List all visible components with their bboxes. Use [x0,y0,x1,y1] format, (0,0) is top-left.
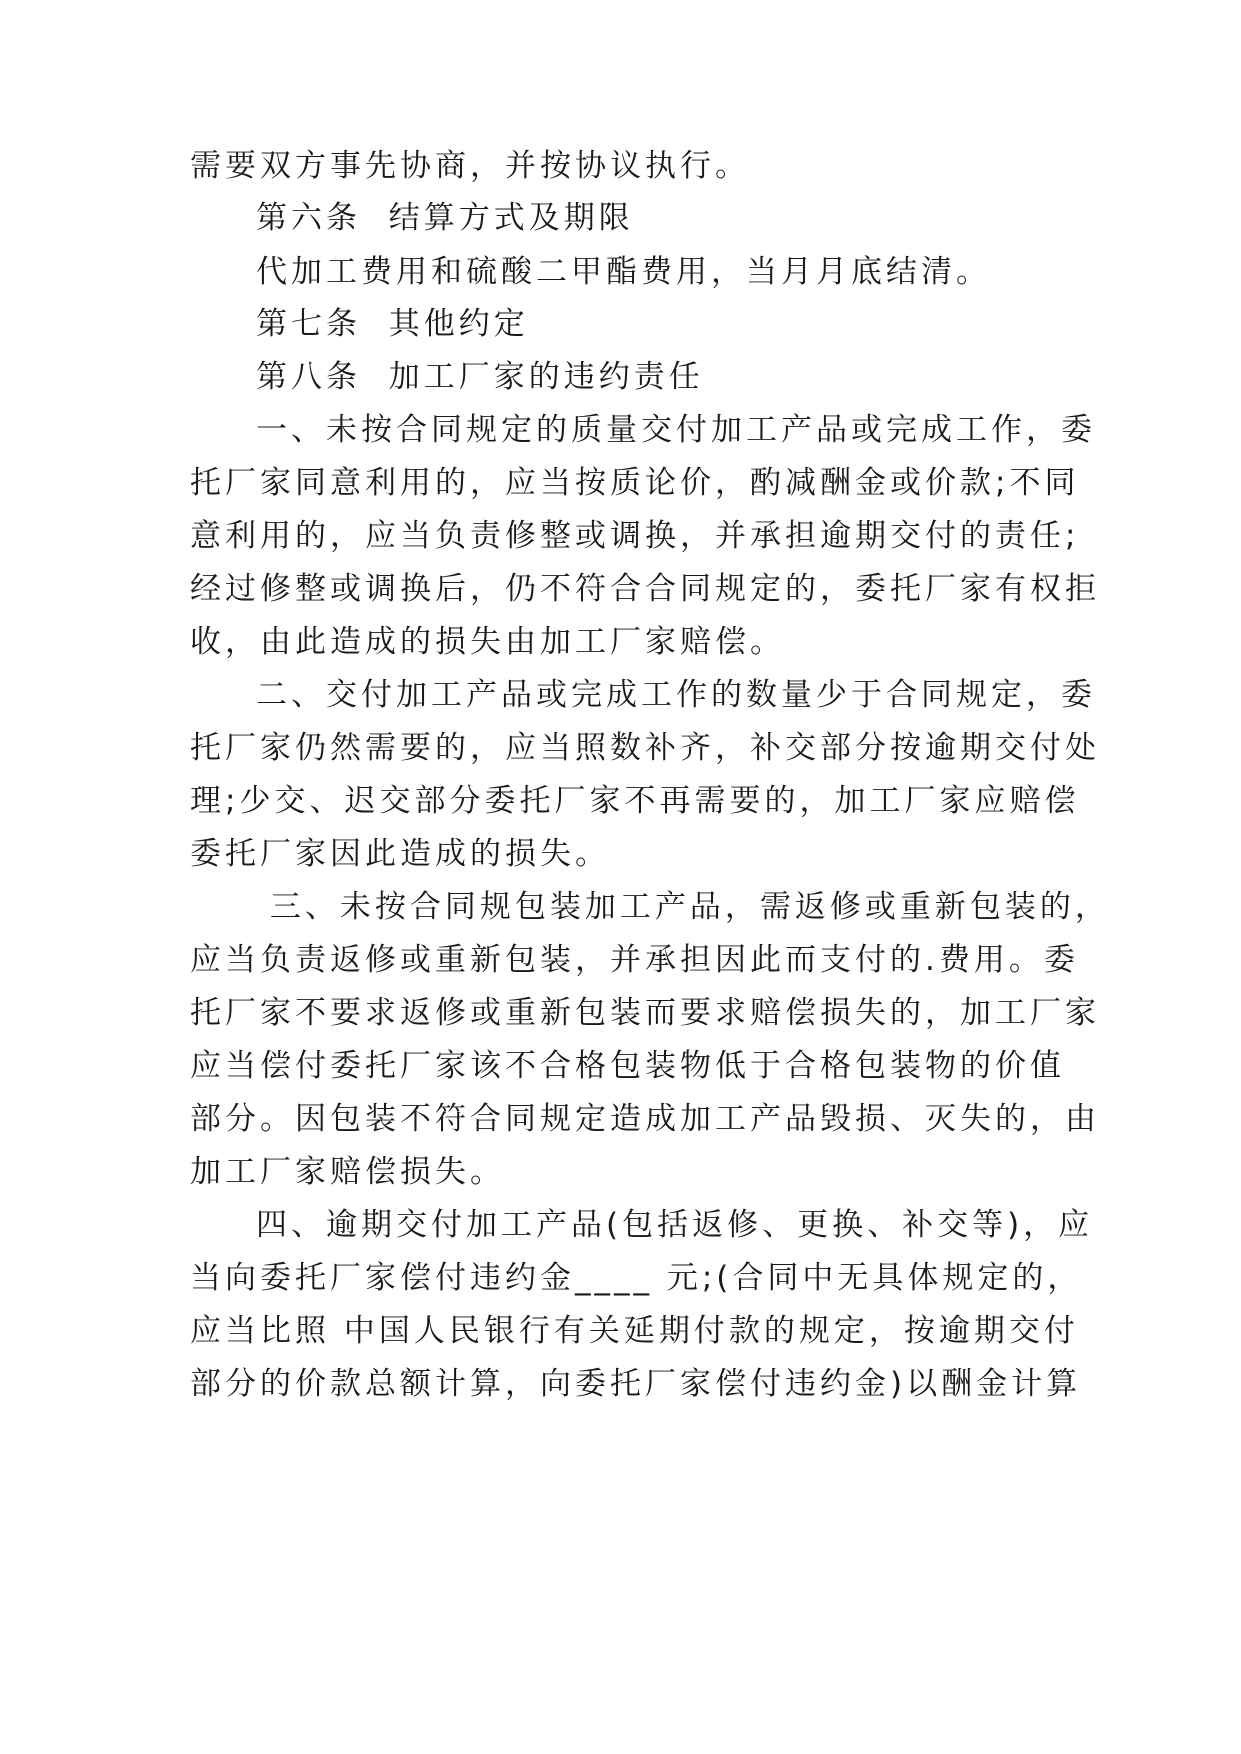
paragraph-line: 应当比照 中国人民银行有关延期付款的规定，按逾期交付 [190,1313,1079,1349]
paragraph-line: 当向委托厂家偿付违约金____ 元;(合同中无具体规定的， [190,1260,1083,1296]
paragraph-line: 托厂家同意利用的，应当按质论价，酌减酬金或价款;不同 [190,465,1080,501]
paragraph-line: 应当负责返修或重新包装，并承担因此而支付的.费用。委 [190,942,1079,978]
paragraph-line: 意利用的，应当负责修整或调换，并承担逾期交付的责任; [190,518,1080,554]
paragraph-line: 托厂家不要求返修或重新包装而要求赔偿损失的，加工厂家 [190,995,1100,1031]
paragraph-line: 一、未按合同规定的质量交付加工产品或完成工作，委 [256,412,1096,448]
article-heading: 第七条 其他约定 [256,306,529,342]
paragraph-line: 托厂家仍然需要的，应当照数补齐，补交部分按逾期交付处 [190,730,1100,766]
paragraph-line: 委托厂家因此造成的损失。 [190,836,610,872]
paragraph-line: 理;少交、迟交部分委托厂家不再需要的，加工厂家应赔偿 [190,783,1080,819]
paragraph-line: 部分的价款总额计算，向委托厂家偿付违约金)以酬金计算 [190,1366,1082,1402]
paragraph-line: 经过修整或调换后，仍不符合合同规定的，委托厂家有权拒 [190,571,1100,607]
paragraph-line: 需要双方事先协商，并按协议执行。 [190,148,750,184]
paragraph-line: 应当偿付委托厂家该不合格包装物低于合格包装物的价值 [190,1048,1065,1084]
paragraph-line: 四、逾期交付加工产品(包括返修、更换、补交等)，应 [256,1207,1094,1243]
paragraph-line: 部分。因包装不符合同规定造成加工产品毁损、灭失的，由 [190,1101,1100,1137]
paragraph-line: 二、交付加工产品或完成工作的数量少于合同规定，委 [256,677,1096,713]
article-heading: 第六条 结算方式及期限 [256,200,634,236]
article-heading: 第八条 加工厂家的违约责任 [256,359,704,395]
paragraph-line: 加工厂家赔偿损失。 [190,1154,505,1190]
paragraph-line: 代加工费用和硫酸二甲酯费用，当月月底结清。 [256,254,991,290]
paragraph-line: 三、未按合同规包装加工产品，需返修或重新包装的， [256,889,1110,925]
paragraph-line: 收，由此造成的损失由加工厂家赔偿。 [190,624,785,660]
